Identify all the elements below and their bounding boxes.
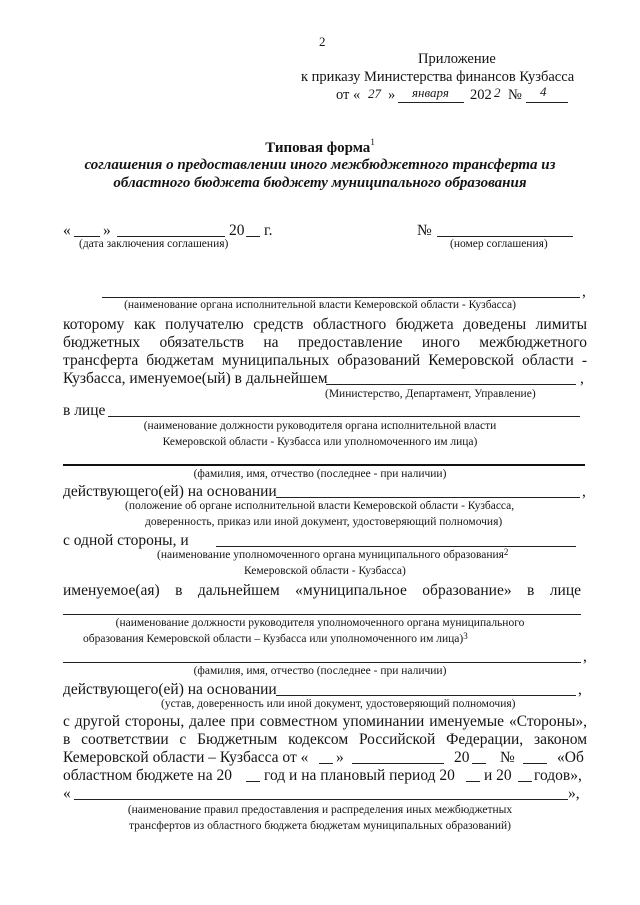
appendix-number-value: 4 xyxy=(540,84,547,99)
caption-authority: (наименование органа исполнительной власти Кемеровской области - Кузбасса) xyxy=(124,299,516,311)
comma: , xyxy=(582,483,586,500)
date-year-suffix: г. xyxy=(264,222,273,239)
form-title-text: Типовая форма xyxy=(265,140,371,156)
caption-fio-2: (фамилия, имя, отчество (последнее - при наличии) xyxy=(193,665,447,677)
municipal-position-blank xyxy=(63,614,581,615)
caption-fio: (фамилия, имя, отчество (последнее - при наличии) xyxy=(193,468,447,480)
plan-year-blank-1 xyxy=(466,781,480,782)
agreement-number-sign: № xyxy=(417,222,432,239)
caption-basis-2: доверенность, приказ или иной документ, удостоверяющий полномочия) xyxy=(145,516,503,528)
date-year-blank xyxy=(246,236,260,237)
rules-blank xyxy=(74,799,568,800)
law-line-start: Кемеровской области – Кузбасса от « xyxy=(63,749,309,766)
form-subtitle-line2: областного бюджета бюджету муниципального образования xyxy=(113,175,527,191)
appendix-date-month: января xyxy=(412,85,449,100)
paragraph-line: Кузбасса, именуемое(ый) в дальнейшем xyxy=(63,370,328,387)
paragraph-line: с другой стороны, далее при совместном упоминании именуемые «Стороны», xyxy=(63,713,587,730)
appendix-date-prefix: от « xyxy=(336,87,361,103)
law-year-mark: 20 xyxy=(454,749,470,766)
budget-line-end: годов», xyxy=(534,767,582,784)
fio-blank xyxy=(63,464,585,466)
one-side-label: с одной стороны, и xyxy=(63,532,189,549)
caption-position-1: (наименование должности руководителя органа исполнительной власти xyxy=(143,420,497,432)
paragraph-parties xyxy=(63,713,587,749)
date-month-blank xyxy=(117,236,225,237)
appendix-number-sign: № xyxy=(508,87,522,103)
law-year-blank xyxy=(472,763,486,764)
caption-date: (дата заключения соглашения) xyxy=(79,238,229,250)
paragraph-line: бюджетных обязательств на предоставление иного межбюджетного xyxy=(63,334,587,351)
appendix-order: к приказу Министерства финансов Кузбасса xyxy=(301,69,575,85)
named-line-text: именуемое(ая) в дальнейшем «муниципальное образование» в лице xyxy=(63,582,581,599)
caption-municipal-2: Кемеровской области - Кузбасса) xyxy=(244,565,406,577)
comma: , xyxy=(582,283,586,300)
law-quote-close: » xyxy=(336,749,344,766)
authority-name-blank xyxy=(102,297,580,298)
appendix-date-close: » xyxy=(388,87,396,103)
footnote-ref-3: 3 xyxy=(463,631,468,641)
comma: , xyxy=(580,370,584,387)
caption-municipal-position-2 xyxy=(83,633,468,645)
date-close-quote: » xyxy=(103,222,111,239)
form-subtitle-line1: соглашения о предоставлении иного межбюджетного трансферта из xyxy=(84,157,556,173)
caption-municipal-1-text: (наименование уполномоченного органа муниципального образования xyxy=(157,549,504,561)
caption-basis-1: (положение об органе исполнительной власти Кемеровской области - Кузбасса, xyxy=(125,500,515,512)
date-day-blank xyxy=(74,236,100,237)
acting-label-2: действующего(ей) на основании xyxy=(63,681,277,698)
caption-municipal-position-1: (наименование должности руководителя уполномоченного органа муниципального xyxy=(115,617,525,629)
law-title-start: «Об xyxy=(557,749,584,766)
budget-line-start: областном бюджете на 20 xyxy=(63,767,232,784)
caption-municipal-position-2-text: образования Кемеровской области – Кузбасса или уполномоченного им лица) xyxy=(83,633,464,645)
paragraph-line: трансферта бюджетам муниципальных образований Кемеровской области - xyxy=(63,352,587,369)
basis-blank xyxy=(276,497,580,498)
date-year-mark: 20 xyxy=(229,222,245,239)
basis-blank-2 xyxy=(276,695,576,696)
appendix-date-day: 27 xyxy=(368,86,381,101)
paragraph-line: которому как получателю средств областного бюджета доведены лимиты xyxy=(63,316,587,333)
appendix-title: Приложение xyxy=(418,51,496,67)
law-month-blank xyxy=(352,763,444,764)
in-person-label: в лице xyxy=(63,402,106,419)
ministry-blank xyxy=(326,384,576,385)
footnote-ref-1: 1 xyxy=(370,137,375,147)
appendix-date-year-digit: 2 xyxy=(494,85,501,100)
paragraph-recipient xyxy=(63,316,587,370)
caption-rules-2: трансфертов из областного бюджета бюджетам муниципальных образований) xyxy=(129,820,511,832)
rules-close-quote: », xyxy=(568,785,580,802)
caption-municipal-1 xyxy=(157,549,508,561)
fio-blank-2 xyxy=(63,662,581,663)
named-line xyxy=(63,582,581,600)
caption-position-2: Кемеровской области - Кузбасса или уполномоченного им лица) xyxy=(162,436,478,448)
agreement-number-blank xyxy=(437,236,573,237)
budget-year-blank xyxy=(246,781,260,782)
caption-ministry: (Министерство, Департамент, Управление) xyxy=(325,388,536,400)
budget-line-and: и 20 xyxy=(484,767,512,784)
municipal-body-blank xyxy=(216,546,576,547)
position-blank xyxy=(108,416,580,417)
law-day-blank xyxy=(319,763,333,764)
comma: , xyxy=(578,681,582,698)
caption-number: (номер соглашения) xyxy=(450,238,548,250)
comma: , xyxy=(583,648,587,665)
law-number-blank xyxy=(523,763,547,764)
date-open-quote: « xyxy=(63,222,71,239)
budget-line-plan: год и на плановый период 20 xyxy=(264,767,455,784)
appendix-month-underline xyxy=(398,102,464,103)
rules-open-quote: « xyxy=(63,785,71,802)
caption-rules-1: (наименование правил предоставления и распределения иных межбюджетных xyxy=(127,804,513,816)
paragraph-line: в соответствии с Бюджетным кодексом Российской Федерации, законом xyxy=(63,731,587,748)
appendix-date-year-prefix: 202 xyxy=(470,87,492,103)
form-title xyxy=(0,139,640,157)
footnote-ref-2: 2 xyxy=(503,547,509,557)
acting-label: действующего(ей) на основании xyxy=(63,483,277,500)
appendix-number-underline xyxy=(526,102,568,103)
page-number: 2 xyxy=(319,34,326,49)
law-number-sign: № xyxy=(500,749,515,766)
plan-year-blank-2 xyxy=(518,781,532,782)
caption-basis-3: (устав, доверенность или иной документ, удостоверяющий полномочия) xyxy=(161,698,516,710)
